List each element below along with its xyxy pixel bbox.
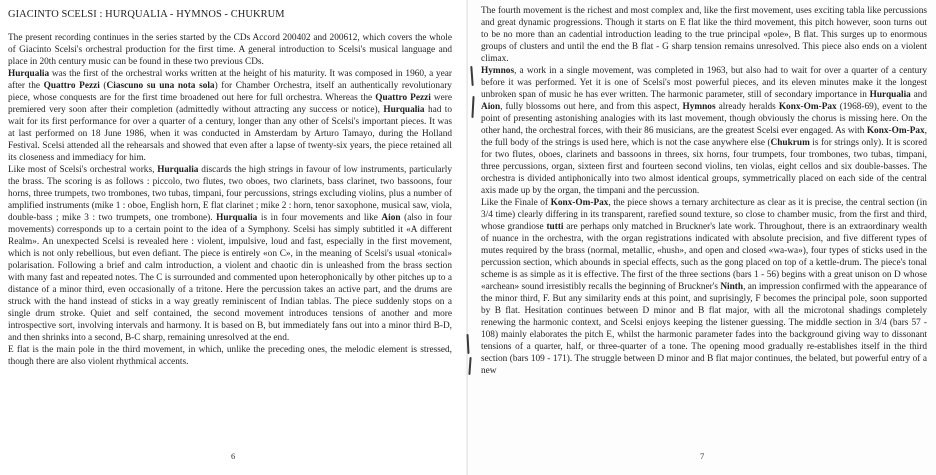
text-run: , the piece shows a ternary architecture as clear as it is precise, the central section (in 3/4 time) clearly differing in its transparent, rarefied sound texture, so close to chamber music, from the first and third, whose grandiose (481, 198, 927, 232)
work-title: Hymnos (682, 102, 716, 112)
work-title: Hurqualia (8, 69, 50, 79)
work-title: Quattro Pezzi (43, 81, 100, 91)
text-run: , an impression confirmed with the appearance of the minor third, F. But any similarity ends at this point, and suprisingly, F becomes the principal pole, soon supported by B flat. Hesitation continues between D minor and B flat major, with all the microtonal shadings completely renewing the harmonic context, and Scelsi enjoys keeping the listener guessing. The middle section in 3/4 (bars 57 - 108) mainly elaborates the pitch E, whilst the harmonic parameter fades into the background giving way to dissonant tensions of a quarter, half, or three-quarter of a tone. The opening mood gradually re-establishes itself in the third section (bars 109 - 171). The struggle between D minor and B flat major continues, the belated, but powerful entry of a new (481, 282, 927, 376)
work-title: Aion (381, 213, 401, 223)
work-title: Chukrum (770, 138, 810, 148)
work-title: Quattro Pezzi (375, 93, 431, 103)
text-run: Like the Finale of (481, 198, 551, 208)
text-run: were premiered very soon after their completion (admittedly without attracting any success or notice), (8, 93, 452, 115)
text-run: The fourth movement is the richest and most complex and, like the first movement, uses exciting tabla like percussions and great dynamic progressions. Though it starts on E flat like the third movement, this pitch however, soon turns out to be no more than an cadential introduction leading to the true principal «pole», B flat. This surges up to enormous groups of clusters and until the end the B flat - G sharp tension remains unresolved. This piece also ends on a violent climax. (481, 6, 927, 64)
paragraph (8, 68, 452, 164)
work-title: Hurqualia (157, 165, 199, 175)
paragraph (8, 32, 452, 68)
text-run: was the first of the orchestral works written at the height of his maturity. It was composed in 1960, a year after the (8, 69, 452, 91)
text-run: Like most of Scelsi's orchestral works, (8, 165, 158, 175)
paragraph (481, 65, 927, 197)
work-title: Hurqualia (869, 90, 911, 100)
left-page-body (8, 32, 452, 368)
paragraph (481, 5, 927, 65)
text-run: , fully blossoms out here, and from this aspect, (500, 102, 683, 112)
work-title: Ninth (720, 282, 744, 292)
right-page-body (481, 5, 927, 377)
page-number-left: 6 (231, 451, 236, 461)
work-title: Hurqualia (383, 105, 425, 115)
page-number-right: 7 (700, 451, 705, 461)
text-run: The present recording continues in the series started by the CDs Accord 200402 and 200612, which covers the whole of Giacinto Scelsi's orchestral production for the first time. A general introduction to Scelsi's musical language and place in 20th century music can be found in these two previous CDs. (8, 33, 452, 67)
work-title: Ciascuno su una nota sola (106, 81, 215, 91)
work-title: Konx-Om-Pax (866, 126, 925, 136)
text-run: ( (99, 81, 107, 91)
text-run: are perhaps only matched in Bruckner's late work. Throughout, there is an extraordinary wealth of nuance in the orchestra, with the organ registrations indicated with absolute precision, and five different types of mutes required by the brass (normal, metallic, «hush», and open and closed «wa-wa»), four types of sticks used in the percussion section, which abounds in special effects, such as the gong placed on top of a kettle-drum. The piece's tonal scheme is as simple as it is effective. The first of the three sections (bars 1 - 56) begins with a great unison on D whose «archean» sound irresistibly recalls the beginning of Bruckner's (481, 222, 927, 292)
paragraph (8, 164, 452, 344)
text-run: discards the high strings in favour of low instruments, particularly the brass. The scoring is as follows : piccolo, two flutes, two oboes, two clarinets, bass clarinet, two bassoons, four horns, three trumpets, two trombones, two tubas, timpani, four percussions, strings excluding violins, plus a number of amplified instruments (mike 1 : oboe, English horn, E flat clarinet ; mike 2 : horn, tenor saxophone, musical saw, viola, double-bass ; mike 3 : two trumpets, one trombone). (8, 165, 452, 223)
text-run: (also in four movements) corresponds up to a certain point to the idea of a Symphony. Scelsi has simply subtitled it «A different Realm». An unexpected Scelsi is revealed here : violent, impulsive, loud and fast, especially in the first movement, which is not only rebellious, but even defiant. The piece is entirely «on C», in the meaning of Scelsi's usual «tonical» polarisation. Following a brief and calm introduction, a violent and chaotic din is unleashed from the brass section with many fast and repeated notes. The C is surrounded and commented upon heterophonically by other pitches up to a distance of a minor third, even occasionally of a tritone. Here the percussion takes an active part, and the drums are struck with the hand instead of sticks in a way greatly reminiscent of Indian tablas. The piece suddenly stops on a single drum stroke. Quiet and self contained, the second movement introduces tensions of another and more introspective sort, involving intervals and harmony. It is based on B, but immediately fans out into a minor third B-D, and then shrinks into a second, B-C sharp, remaining unresolved at the end. (8, 213, 453, 343)
right-page (468, 0, 936, 475)
text-run: had to wait for its first performance for over a quarter of a century, longer than any other of Scelsi's important pieces. It was at last performed on 18 June 1986, when it was conducted in Amsterdam by Arturo Tamayo, during the Holland Festival. Scelsi attended all the rehearsals and showed that even after a lapse of twenty-six years, the piece retained all its closeness and immediacy for him. (8, 105, 452, 163)
text-run: , the full body of the strings is used here, which is not the case anywhere else ( (481, 126, 927, 148)
text-run: , a work in a single movement, was completed in 1963, but also had to wait for over a quarter of a century before it was performed. Yet it is one of Scelsi's most powerful pieces, and its eleven minutes make it the longest unbroken span of music he has ever written. The harmonic parameter, still of secondary importance in (481, 66, 927, 100)
paragraph (481, 197, 927, 377)
text-run: ) for Chamber Orchestra, itself an authentically revolutionary piece, whose conquests are for the first time broadened out here for full orchestra. Whereas the (8, 81, 452, 103)
text-run: already heralds (715, 102, 779, 112)
text-run: E flat is the main pole in the third movement, in which, unlike the preceding ones, the melodic element is stressed, though there are also violent rhythmical accents. (8, 345, 452, 367)
work-title: tutti (546, 222, 564, 232)
work-title: Konx-Om-Pax (550, 198, 609, 208)
page-header: GIACINTO SCELSI : HURQUALIA - HYMNOS - CHUKRUM (8, 9, 285, 20)
text-run: and (910, 90, 927, 100)
text-run: is for strings only). It is scored for two flutes, oboes, clarinets and bassoons in threes, six horns, four trumpets, four trombones, two tubas, timpani, three percussions, organ, sixteen first and fourteen second violins, ten violas, eight cellos and six double-basses. The orchestra is divided antiphonically into two almost identical groups, symmetrically placed on each side of the central axis made up by the organ, the timpani and the percussion. (481, 138, 927, 196)
work-title: Konx-Om-Pax (778, 102, 837, 112)
work-title: Hurqualia (216, 213, 258, 223)
text-run: is in four movements and like (257, 213, 382, 223)
work-title: Hymnos (481, 66, 515, 76)
paragraph (8, 344, 452, 368)
work-title: Aion (481, 102, 501, 112)
text-run: (1968-69), event to the point of presenting astonishing analogies with its last movement, though obviously the chorus is missing here. On the other hand, the orchestral forces, with their 86 musicians, are the greatest Scelsi ever engaged. As with (481, 102, 927, 136)
